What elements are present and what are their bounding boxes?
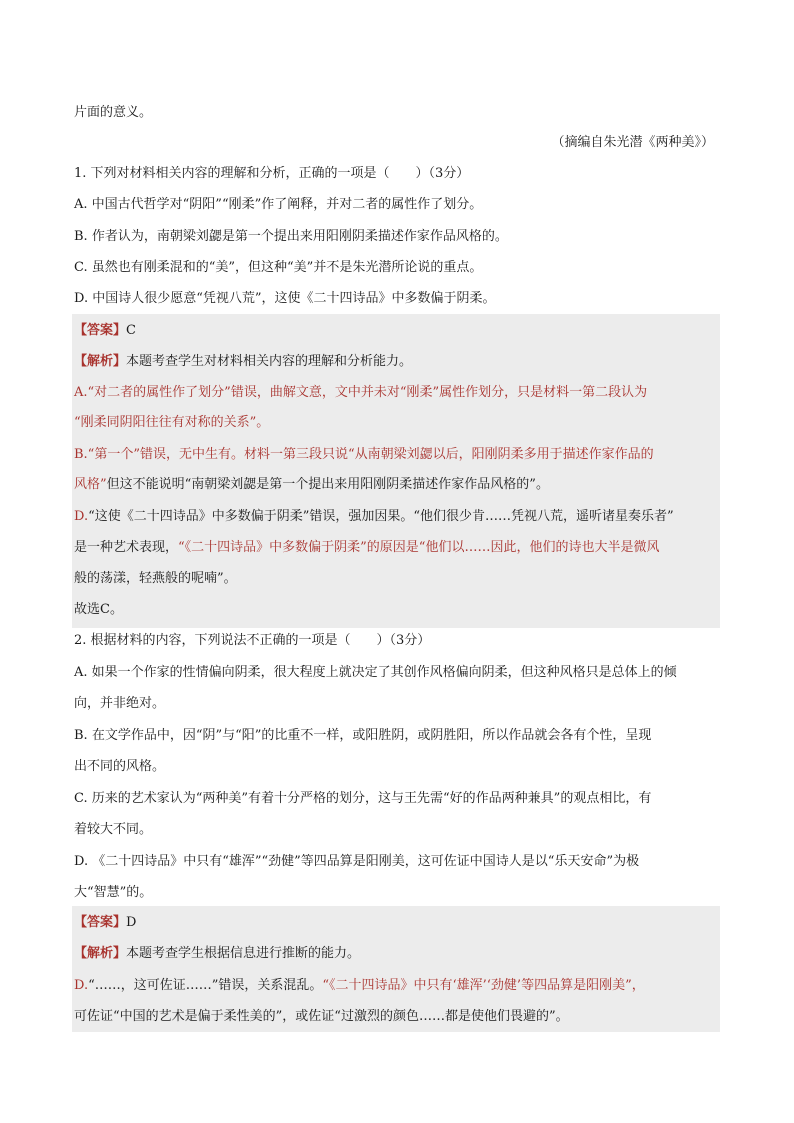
explain-d-label: D. — [74, 509, 89, 524]
q2-option-b-line1: B. 在文学作品中，因“阴”与“阳”的比重不一样，或阳胜阴，或阴胜阳，所以作品就会各有个性，呈现 — [74, 728, 652, 743]
q1-option-a: A. 中国古代哲学对“阴阳”“刚柔”作了阐释，并对二者的属性作了划分。 — [74, 197, 483, 212]
q1-option-c: C. 虽然也有刚柔混和的“美”，但这种“美”并不是朱光潜所论说的重点。 — [74, 260, 483, 275]
q1-conclusion: 故选C。 — [74, 602, 123, 617]
source-citation: （摘编自朱光潜《两种美》） — [551, 135, 714, 150]
q1-explain-d-line3: 般的荡漾，轻燕般的呢喃”。 — [74, 571, 237, 586]
q2-option-d-line1: D. 《二十四诗品》中只有“雄浑”“劲健”等四品算是阳刚美，这可佐证中国诗人是以“乐天安命”为极 — [74, 854, 640, 869]
q2-explain-d-line1 — [74, 977, 720, 995]
answer-value: D — [126, 915, 137, 930]
explain-d-line2-red: “《二十四诗品》中多数偏于阴柔”的原因是“他们以……因此，他们的诗也大半是微风 — [178, 540, 660, 555]
analysis-text: 本题考查学生根据信息进行推断的能力。 — [126, 946, 361, 961]
analysis-tag: 【解析】 — [74, 946, 127, 961]
q1-explain-d-line2 — [74, 539, 720, 557]
q1-explain-d-line1 — [74, 508, 720, 526]
explain-d-label: D. — [74, 978, 89, 993]
q2-answer — [74, 914, 720, 932]
explain-b-black: 但这不能说明“南朝梁刘勰是第一个提出来用阳刚阴柔描述作家作品风格的”。 — [106, 477, 549, 492]
analysis-text: 本题考查学生对材料相关内容的理解和分析能力。 — [126, 354, 413, 369]
q2-option-a-line2: 向，并非绝对。 — [74, 696, 166, 711]
analysis-tag: 【解析】 — [74, 354, 127, 369]
q1-explain-a-line2: “刚柔同阴阳往往有对称的关系”。 — [74, 415, 270, 430]
q2-option-a-line1: A. 如果一个作家的性情偏向阴柔，很大程度上就决定了其创作风格偏向阴柔，但这种风格只是总体上的倾 — [74, 665, 677, 680]
explain-d-red: “《二十四诗品》中只有‘雄浑’‘劲健’等四品算是阳刚美”， — [322, 978, 645, 993]
q2-option-c-line1: C. 历来的艺术家认为“两种美”有着十分严格的划分，这与王先需“好的作品两种兼具”的观点相比，有 — [74, 791, 652, 806]
answer-tag: 【答案】 — [74, 323, 127, 338]
q2-option-d-line2: 大“智慧”的。 — [74, 885, 153, 900]
q1-option-b: B. 作者认为，南朝梁刘勰是第一个提出来用阳刚阴柔描述作家作品风格的。 — [74, 229, 508, 244]
q1-stem: 1. 下列对材料相关内容的理解和分析，正确的一项是（ ）（3分） — [74, 166, 470, 181]
q1-analysis — [74, 353, 720, 371]
q2-option-c-line2: 着较大不同。 — [74, 822, 153, 837]
top-fragment: 片面的意义。 — [74, 105, 153, 120]
q1-explain-b-line1: B.“第一个”错误，无中生有。材料一第三段只说“从南朝梁刘勰以后，阳刚阴柔多用于描述作家作品的 — [74, 447, 654, 462]
q1-answer — [74, 322, 720, 340]
q2-explain-d-line2: 可佐证“中国的艺术是偏于柔性美的”，或佐证“过激烈的颜色……都是使他们畏避的”。 — [74, 1009, 569, 1024]
q2-option-b-line2: 出不同的风格。 — [74, 759, 166, 774]
q1-explain-b-line2 — [74, 476, 720, 494]
q2-stem: 2. 根据材料的内容，下列说法不正确的一项是（ ）（3分） — [74, 633, 431, 648]
explain-b-red: 风格” — [74, 477, 107, 492]
explain-d-text: “这使《二十四诗品》中多数偏于阴柔”错误，强加因果。“他们很少肯……凭视八荒，遥听诸星奏乐者” — [88, 509, 674, 524]
q2-analysis — [74, 945, 720, 963]
explain-d-line2-black: 是一种艺术表现， — [74, 540, 179, 555]
answer-tag: 【答案】 — [74, 915, 127, 930]
q1-explain-a-line1: A.“对二者的属性作了划分”错误，曲解文意，文中并未对“刚柔”属性作划分，只是材料一第二段认为 — [74, 385, 648, 400]
answer-value: C — [126, 323, 136, 338]
q1-option-d: D. 中国诗人很少愿意“凭视八荒”，这使《二十四诗品》中多数偏于阴柔。 — [74, 291, 496, 306]
explain-d-black: “……，这可佐证……”错误，关系混乱。 — [88, 978, 323, 993]
